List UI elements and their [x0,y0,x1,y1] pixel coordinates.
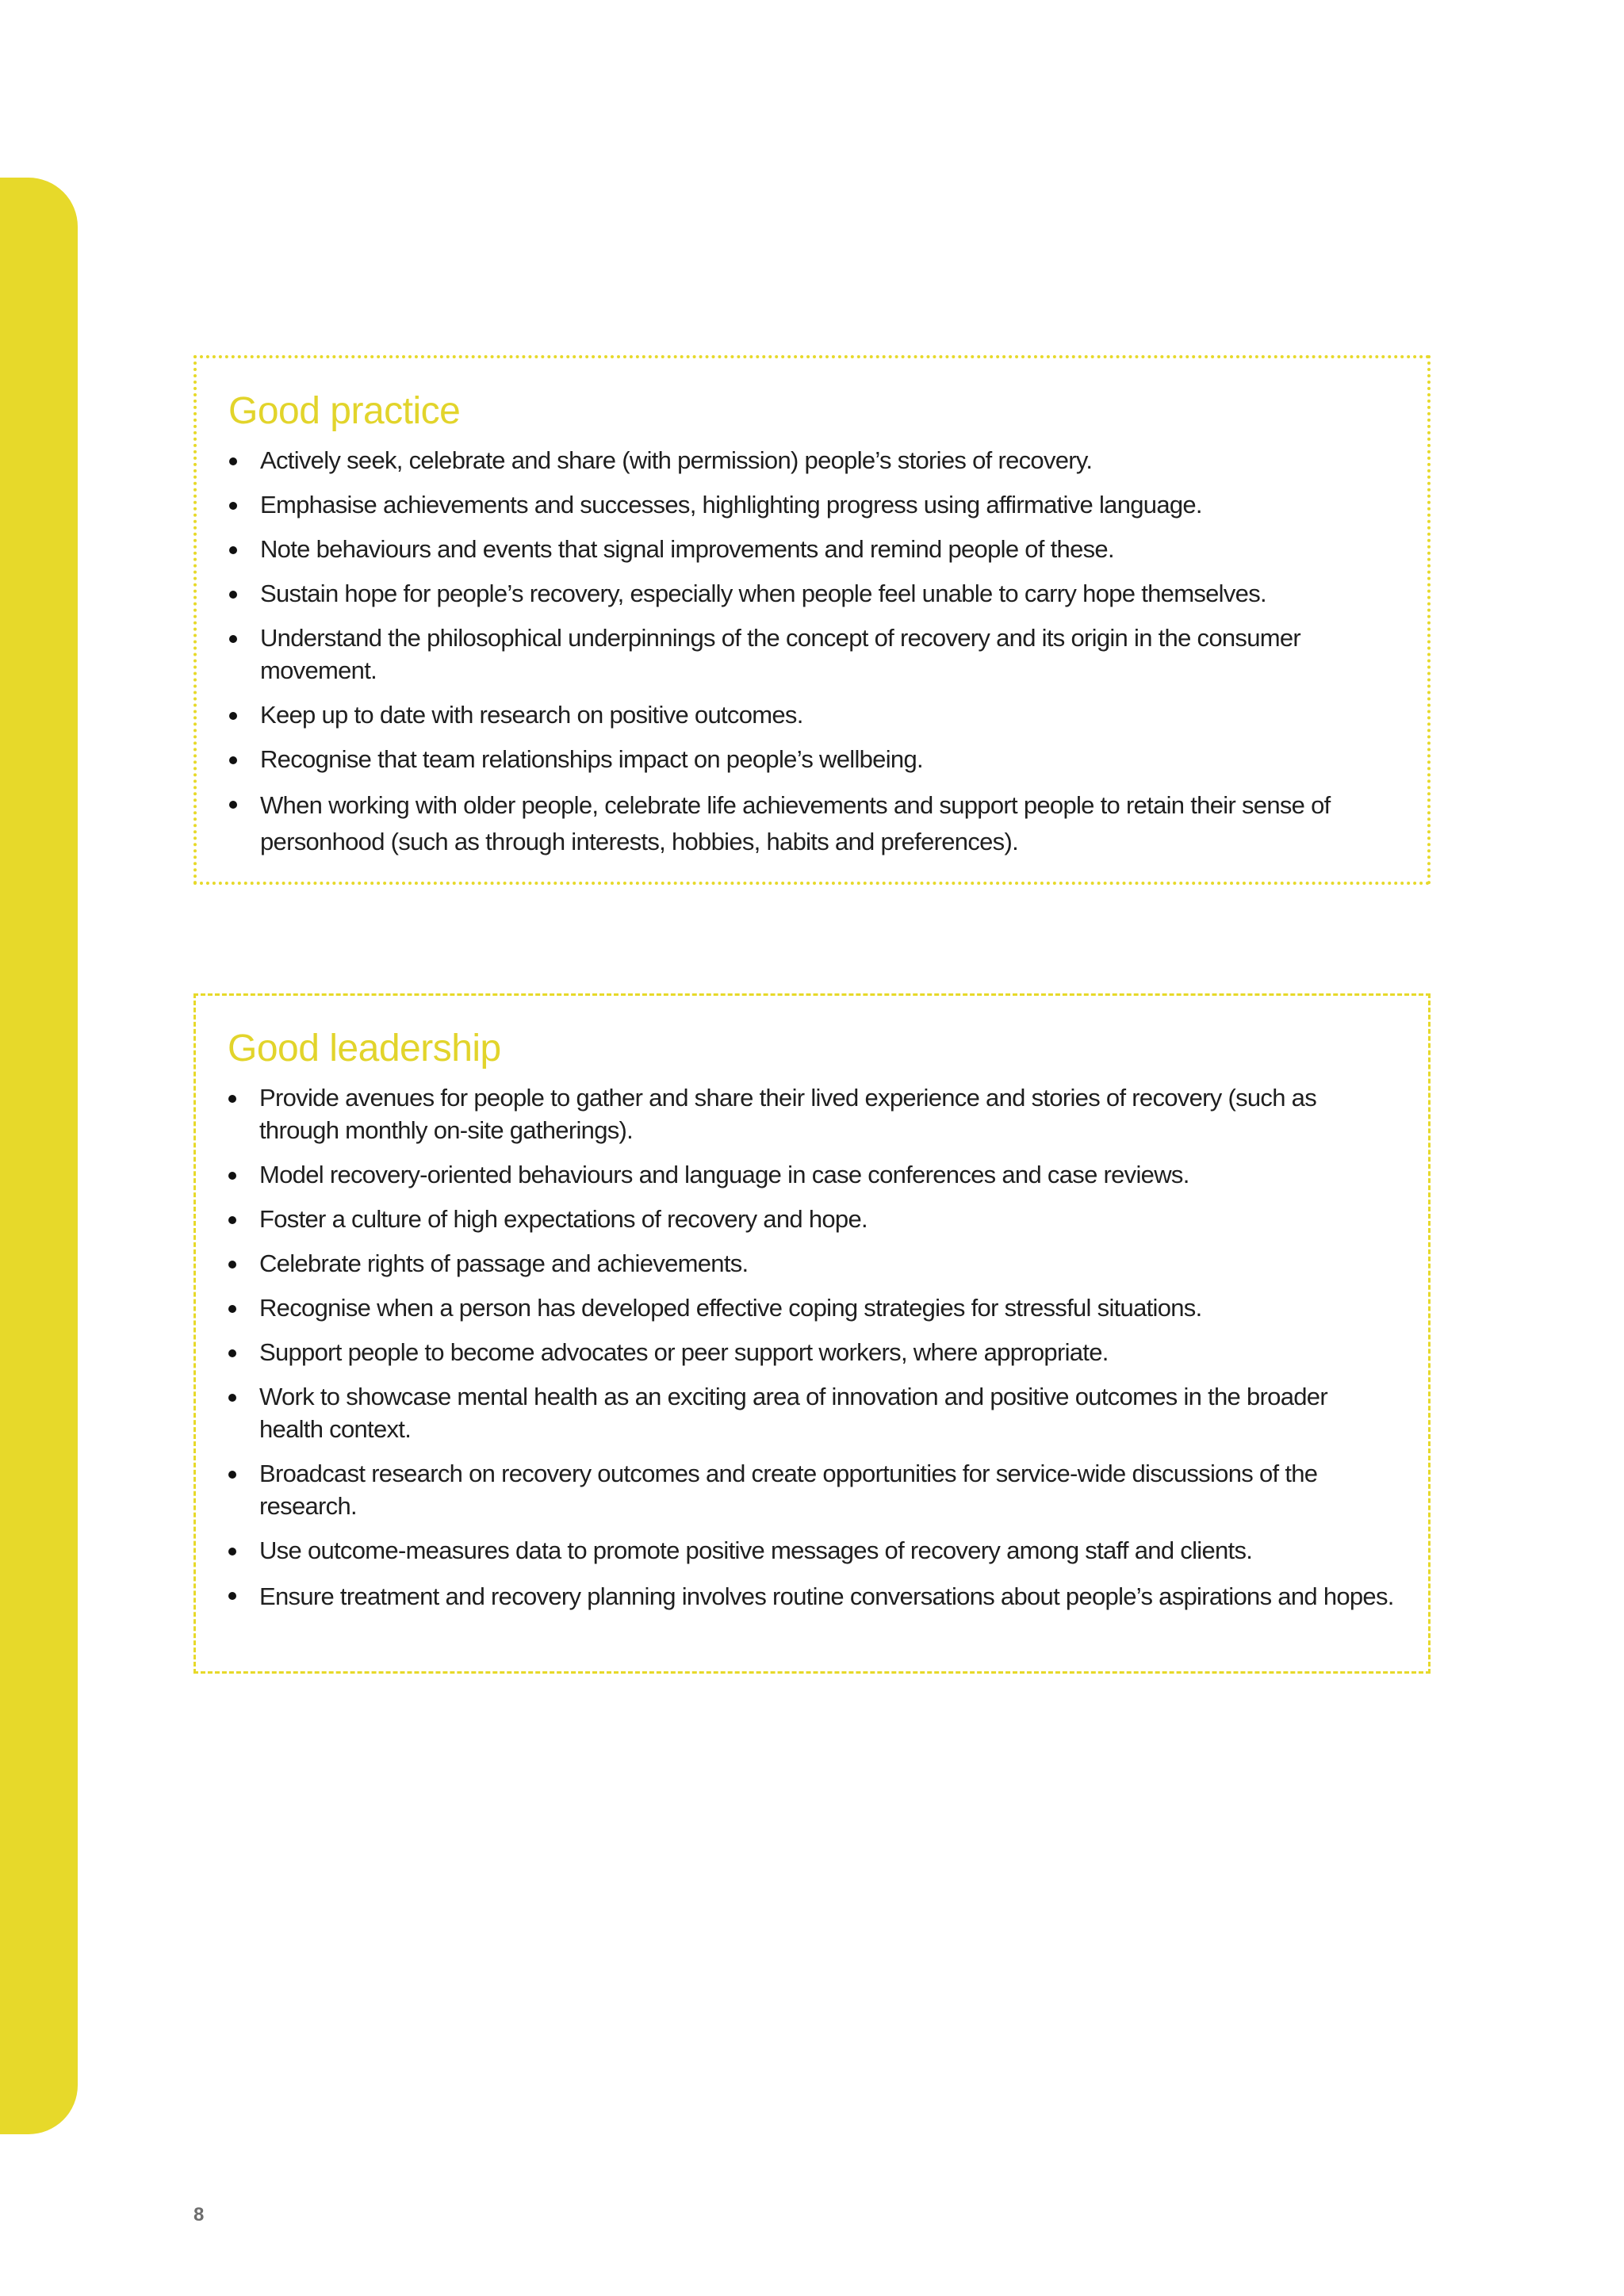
yellow-side-tab [0,178,78,2134]
list-item: Sustain hope for people’s recovery, especially when people feel unable to carry hope themselves. [228,577,1396,610]
list-item: When working with older people, celebrate life achievements and support people to retain their sense of personhood (such as through interests, hobbies, habits and preferences). [228,787,1396,860]
list-item: Understand the philosophical underpinnings of the concept of recovery and its origin in the consumer movement. [228,622,1396,687]
list-item: Ensure treatment and recovery planning involves routine conversations about people’s aspirations and hopes. [228,1578,1396,1615]
good-leadership-list [228,1081,1396,1615]
list-item: Actively seek, celebrate and share (with permission) people’s stories of recovery. [228,444,1396,476]
list-item: Emphasise achievements and successes, highlighting progress using affirmative language. [228,488,1396,521]
list-item: Model recovery-oriented behaviours and language in case conferences and case reviews. [228,1158,1396,1191]
list-item: Recognise that team relationships impact on people’s wellbeing. [228,743,1396,775]
list-item: Celebrate rights of passage and achievements. [228,1247,1396,1280]
good-practice-box [193,355,1431,885]
list-item: Support people to become advocates or peer support workers, where appropriate. [228,1336,1396,1368]
list-item: Provide avenues for people to gather and share their lived experience and stories of recovery (such as through monthly on-site gatherings). [228,1081,1396,1146]
good-practice-list [228,444,1396,860]
list-item: Use outcome-measures data to promote positive messages of recovery among staff and clients. [228,1534,1396,1567]
list-item: Broadcast research on recovery outcomes and create opportunities for service-wide discussions of the research. [228,1457,1396,1522]
list-item: Foster a culture of high expectations of recovery and hope. [228,1203,1396,1235]
list-item: Recognise when a person has developed effective coping strategies for stressful situations. [228,1292,1396,1324]
good-practice-title: Good practice [228,390,461,432]
list-item: Keep up to date with research on positive outcomes. [228,698,1396,731]
list-item: Note behaviours and events that signal improvements and remind people of these. [228,533,1396,565]
page-number: 8 [193,2204,205,2225]
good-leadership-box [193,993,1431,1674]
good-leadership-title: Good leadership [228,1027,501,1070]
list-item: Work to showcase mental health as an exciting area of innovation and positive outcomes in the broader health context. [228,1380,1396,1445]
